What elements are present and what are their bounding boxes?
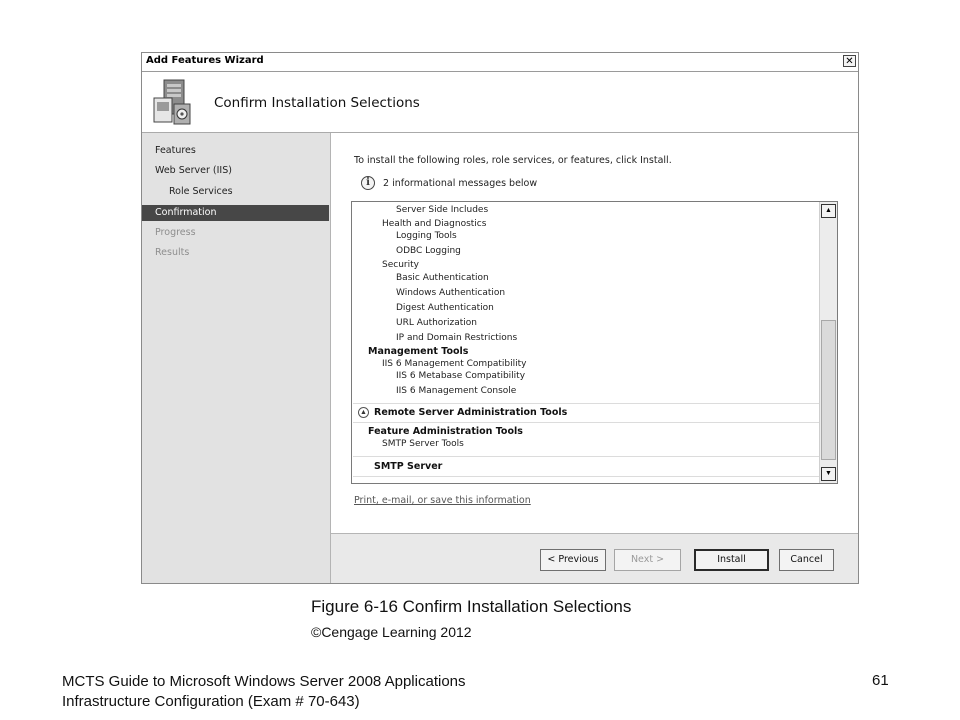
- wizard-header: [142, 72, 858, 133]
- list-item: IIS 6 Management Console: [396, 386, 517, 396]
- button-bar: [331, 533, 858, 584]
- vertical-scrollbar[interactable]: [819, 202, 837, 483]
- collapse-icon[interactable]: ▲: [358, 407, 369, 418]
- list-item: ODBC Logging: [396, 246, 461, 256]
- list-item: Security: [382, 260, 419, 270]
- section-heading-rsat: Remote Server Administration Tools: [374, 407, 568, 418]
- list-item: Windows Authentication: [396, 288, 506, 298]
- section-divider: [353, 476, 819, 477]
- selections-list[interactable]: [351, 201, 838, 484]
- info-icon: i: [361, 176, 375, 190]
- figure-caption: Figure 6-16 Confirm Installation Selections: [311, 597, 632, 616]
- scroll-down-icon[interactable]: ▼: [821, 467, 836, 481]
- print-save-link[interactable]: Print, e-mail, or save this information: [354, 495, 531, 506]
- section-divider: [353, 403, 819, 404]
- copyright-notice: ©Cengage Learning 2012: [311, 624, 472, 640]
- next-button: Next >: [614, 549, 681, 571]
- nav-item-role-services[interactable]: Role Services: [169, 186, 233, 197]
- list-item: Digest Authentication: [396, 303, 494, 313]
- list-item: IP and Domain Restrictions: [396, 333, 518, 343]
- nav-item-features[interactable]: Features: [155, 145, 196, 156]
- footnote-line-1: MCTS Guide to Microsoft Windows Server 2008 Applications: [62, 673, 466, 690]
- page-title: Confirm Installation Selections: [214, 95, 420, 111]
- footnote-line-2: Infrastructure Configuration (Exam # 70-643): [62, 693, 360, 710]
- page-number: 61: [872, 672, 889, 689]
- cancel-button[interactable]: Cancel: [779, 549, 834, 571]
- list-item: Logging Tools: [396, 231, 457, 241]
- nav-item-progress: Progress: [155, 227, 196, 238]
- content-pane: [331, 133, 858, 533]
- list-item: IIS 6 Management Compatibility: [382, 359, 527, 369]
- list-heading: Management Tools: [368, 346, 469, 357]
- server-wizard-icon: [150, 78, 194, 126]
- nav-item-results: Results: [155, 247, 190, 258]
- nav-item-web-server[interactable]: Web Server (IIS): [155, 165, 232, 176]
- wizard-screenshot: [141, 52, 859, 584]
- list-item: Server Side Includes: [396, 205, 489, 215]
- list-item: Basic Authentication: [396, 273, 489, 283]
- list-heading: Feature Administration Tools: [368, 426, 523, 437]
- section-divider: [353, 456, 819, 457]
- list-item: Health and Diagnostics: [382, 219, 487, 229]
- list-item: SMTP Server Tools: [382, 439, 464, 449]
- install-button[interactable]: Install: [694, 549, 769, 571]
- scroll-thumb[interactable]: [821, 320, 836, 460]
- section-divider: [353, 422, 819, 423]
- info-messages-text: 2 informational messages below: [383, 178, 538, 189]
- selections-list-content: [352, 202, 819, 483]
- wizard-nav: [142, 133, 331, 584]
- instruction-text: To install the following roles, role services, or features, click Install.: [354, 155, 672, 166]
- close-icon[interactable]: ✕: [843, 55, 856, 67]
- nav-item-confirmation[interactable]: Confirmation: [142, 205, 329, 221]
- scroll-up-icon[interactable]: ▲: [821, 204, 836, 218]
- slide-footnote: [62, 672, 466, 712]
- list-item: IIS 6 Metabase Compatibility: [396, 371, 526, 381]
- title-bar: [142, 53, 858, 72]
- section-heading-smtp: SMTP Server: [374, 461, 443, 472]
- list-item: URL Authorization: [396, 318, 477, 328]
- window-title: Add Features Wizard: [146, 55, 264, 66]
- previous-button[interactable]: < Previous: [540, 549, 606, 571]
